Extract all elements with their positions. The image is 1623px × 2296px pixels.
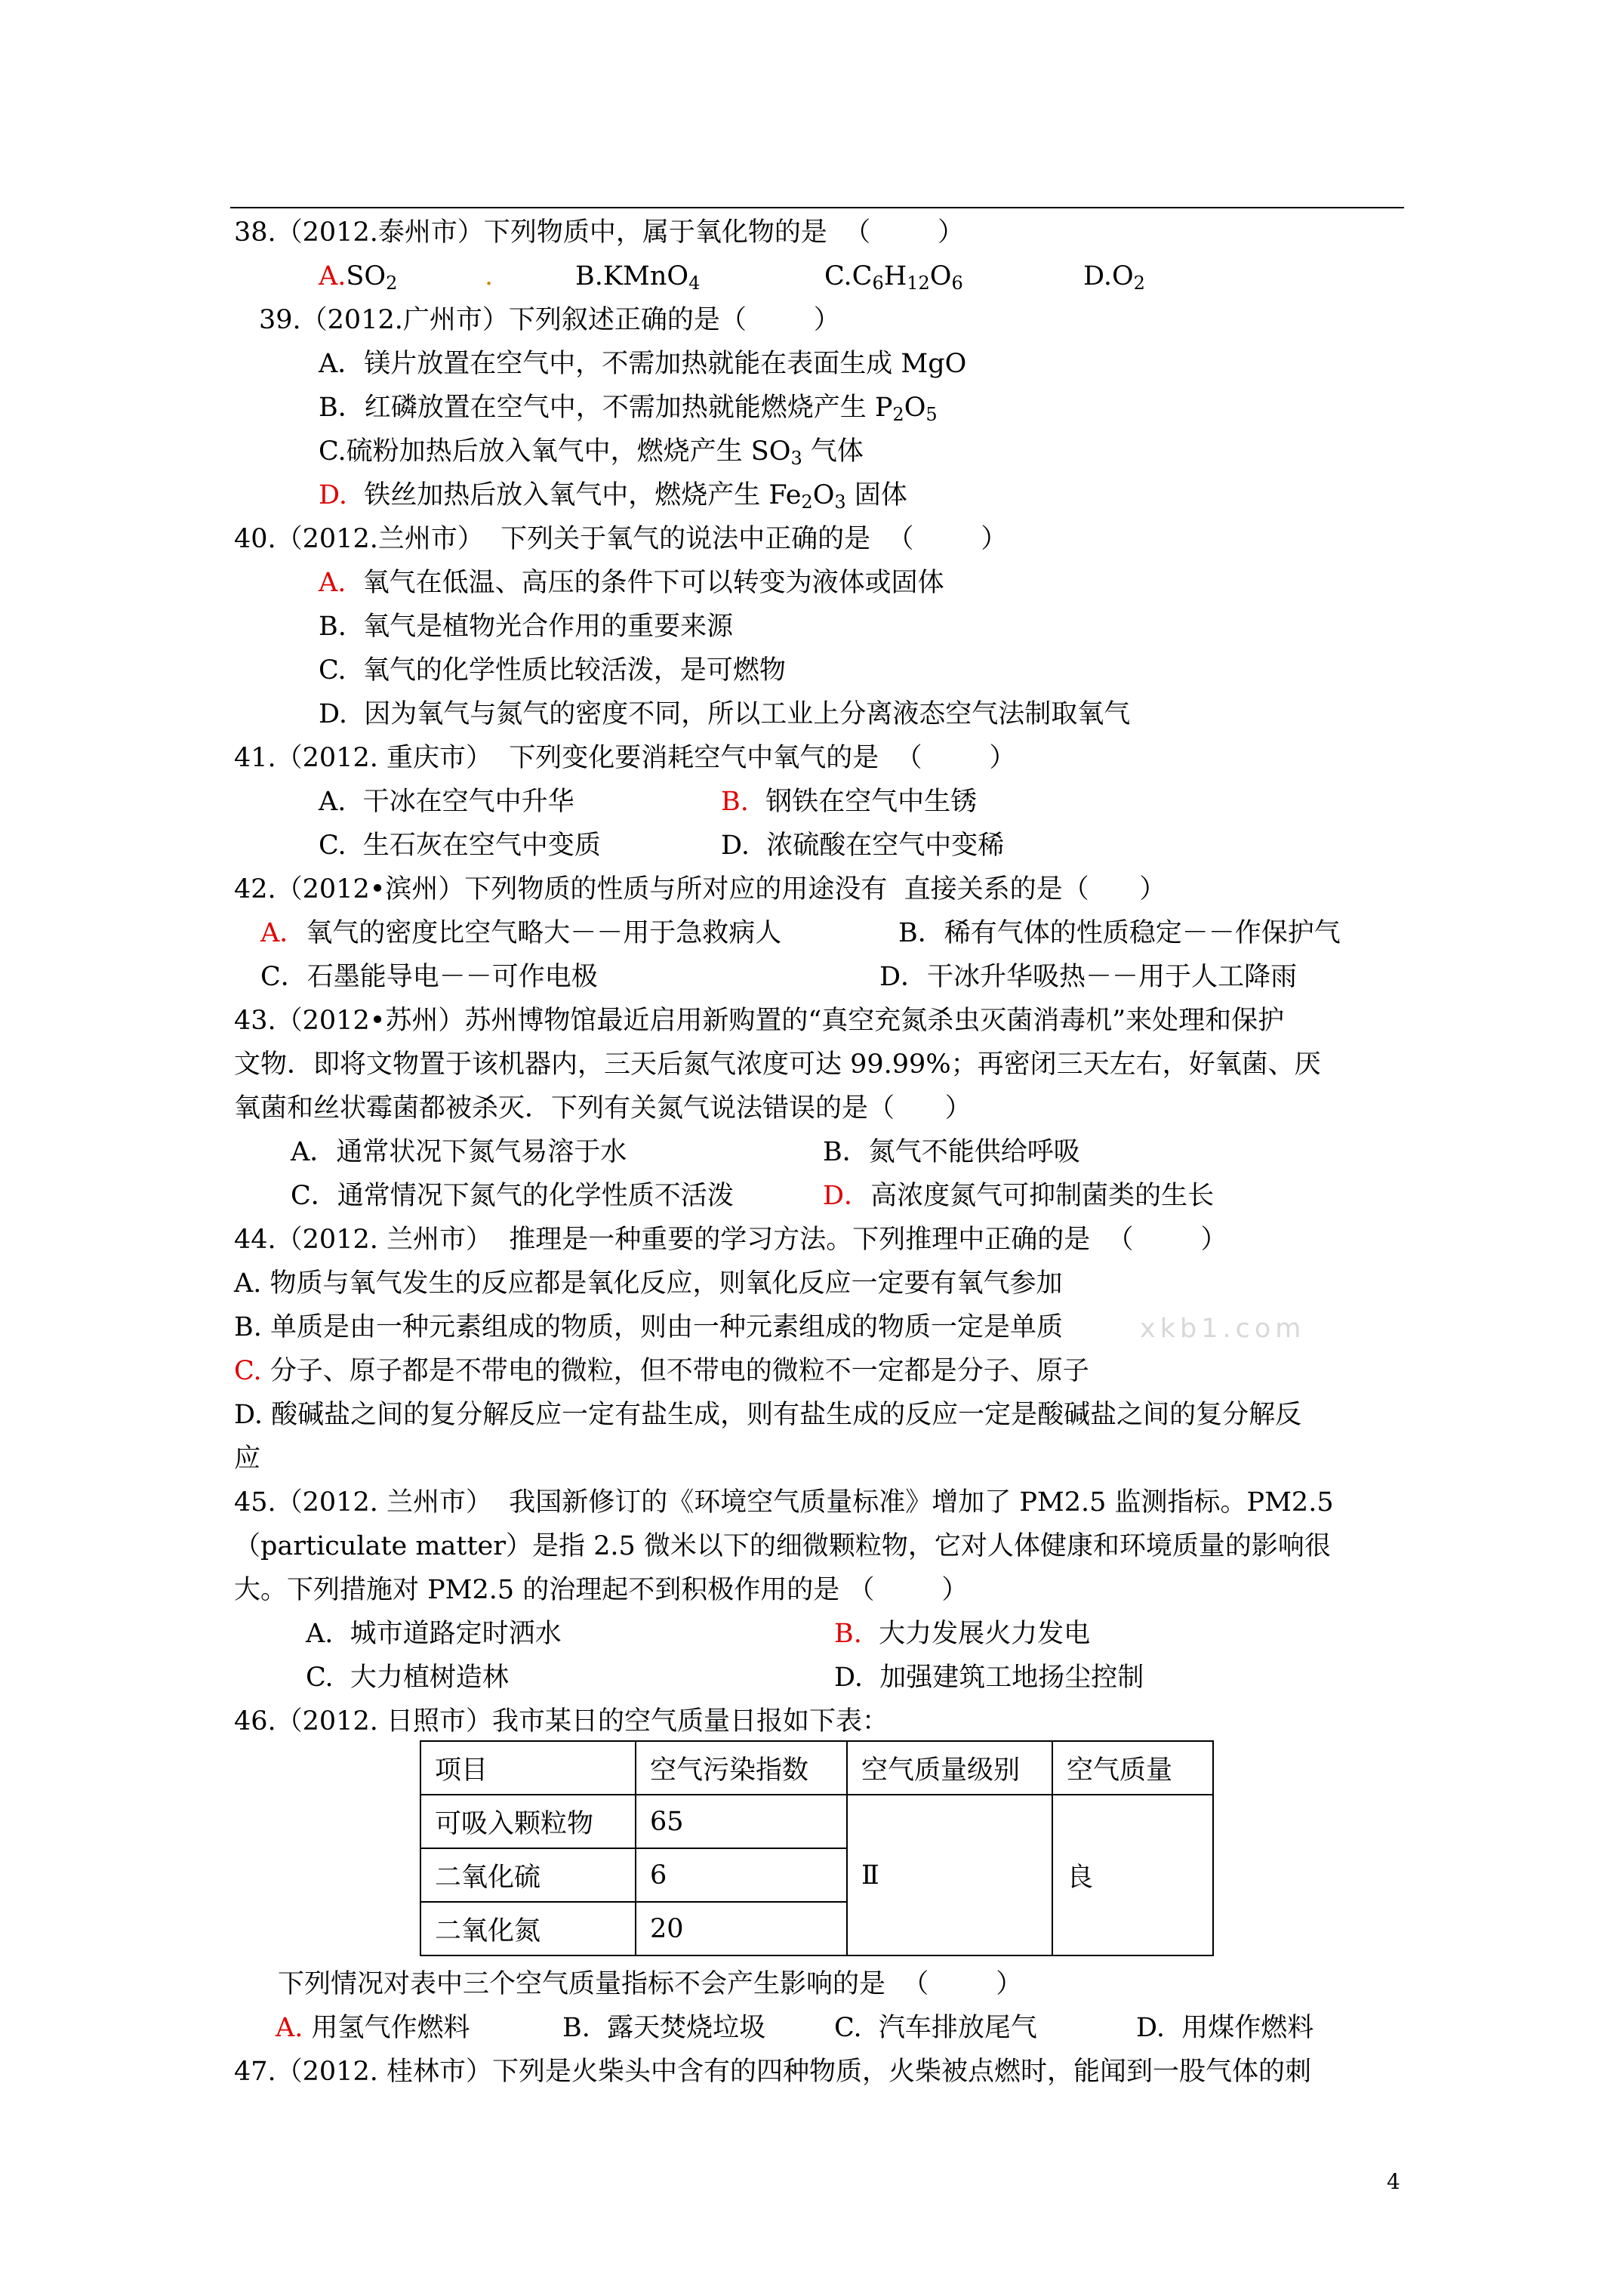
q41-option-b: B. 钢铁在空气中生锈 [721,787,978,817]
air-quality-level: Ⅱ [847,1795,1052,1955]
q46-option-d: D. 用煤作燃料 [1136,2013,1314,2043]
q42-option-a: A．氧气的密度比空气略大－－用于急救病人 [260,918,782,948]
q42-option-c: C．石墨能导电－－可作电极 [260,962,598,992]
q45-stem-line1: 45.（2012. 兰州市） 我国新修订的《环境空气质量标准》增加了 PM2.5 监测指标。PM2.5 [234,1487,1334,1518]
q38-option-b: B.KMnO$_4$ [575,261,701,294]
q44-stem: 44.（2012. 兰州市） 推理是一种重要的学习方法。下列推理中正确的是 （ ） [234,1225,1227,1255]
air-quality-grade: 良 [1052,1795,1213,1955]
q44-option-c: C. 分子、原子都是不带电的微粒，但不带电的微粒不一定都是分子、原子 [234,1356,1089,1386]
q44-option-d: D. 酸碱盐之间的复分解反应一定有盐生成，则有盐生成的反应一定是酸碱盐之间的复分解反 [234,1400,1302,1430]
q45-option-c: C. 大力植树造林 [306,1663,509,1693]
q41-option-d: D. 浓硫酸在空气中变稀 [721,831,1005,861]
q46-stem: 46.（2012. 日照市）我市某日的空气质量日报如下表： [234,1706,888,1737]
q38-option-d: $D.O_2$ [1083,261,1145,294]
table-row [420,1795,1213,1848]
q43-option-d: D．高浓度氮气可抑制菌类的生长 [823,1181,1215,1211]
q42-stem: 42.（2012•滨州）下列物质的性质与所对应的用途没有 直接关系的是（ ） [234,874,1166,905]
q39-stem: 39.（2012.广州市）下列叙述正确的是（ ） [259,305,840,335]
air-quality-table [420,1740,1214,1956]
q44-option-b: B. 单质是由一种元素组成的物质，则由一种元素组成的物质一定是单质 [234,1312,1063,1342]
q39-option-b: B．红磷放置在空气中，不需加热就能燃烧产生 $P_2O_5$ [319,393,938,425]
q45-option-d: D. 加强建筑工地扬尘控制 [834,1663,1144,1693]
q43-option-c: C．通常情况下氮气的化学性质不活泼 [291,1181,734,1211]
table-cell: 二氧化氮 [420,1902,636,1955]
q40-option-b: B. 氧气是植物光合作用的重要来源 [319,612,734,642]
q46-question: 下列情况对表中三个空气质量指标不会产生影响的是 （ ） [278,1969,1023,1999]
q47-stem: 47.（2012. 桂林市）下列是火柴头中含有的四种物质，火柴被点燃时，能闻到一股气体的刺 [234,2057,1311,2087]
q39-option-c: C.硫粉加热后放入氧气中，燃烧产生 $SO_3$ 气体 [319,436,864,469]
q40-stem: 40.（2012.兰州市） 下列关于氧气的说法中正确的是 （ ） [234,524,1008,554]
table-header: 项目 [420,1741,636,1795]
q44-option-a: A. 物质与氧气发生的反应都是氧化反应，则氧化反应一定要有氧气参加 [234,1268,1063,1299]
q39-option-a: A．镁片放置在空气中，不需加热就能在表面生成 MgO [319,349,967,379]
q38-option-a: $A.SO_2$ [319,261,398,294]
table-cell: 6 [636,1848,847,1902]
q46-option-c: C. 汽车排放尾气 [834,2013,1037,2043]
q44-option-d-cont: 应 [234,1444,261,1474]
q46-option-a: A. 用氢气作燃料 [276,2013,470,2043]
q41-option-c: C. 生石灰在空气中变质 [319,831,601,861]
table-cell: 二氧化硫 [420,1848,636,1902]
table-cell: 可吸入颗粒物 [420,1795,636,1848]
watermark-text: xkb1.com [1140,1314,1306,1344]
q43-option-b: B．氮气不能供给呼吸 [823,1137,1080,1167]
q42-option-d: D．干冰升华吸热－－用于人工降雨 [879,962,1298,992]
q43-option-a: A．通常状况下氮气易溶于水 [291,1137,627,1167]
q45-option-a: A. 城市道路定时洒水 [306,1619,562,1649]
q40-option-a: A. 氧气在低温、高压的条件下可以转变为液体或固体 [319,568,944,598]
page-number: 4 [1387,2169,1400,2194]
header-rule [230,207,1404,208]
table-cell: 20 [636,1902,847,1955]
q43-stem-line2: 文物．即将文物置于该机器内，三天后氮气浓度可达 99.99%；再密闭三天左右，好氧菌、厌 [234,1049,1321,1080]
q41-stem: 41.（2012. 重庆市） 下列变化要消耗空气中氧气的是 （ ） [234,743,1016,773]
q41-option-a: A. 干冰在空气中升华 [319,787,574,817]
q40-option-c: C. 氧气的化学性质比较活泼，是可燃物 [319,655,786,686]
table-header: 空气质量 [1052,1741,1213,1795]
q40-option-d: D. 因为氧气与氮气的密度不同，所以工业上分离液态空气法制取氧气 [319,699,1131,729]
q43-stem-line3: 氧菌和丝状霉菌都被杀灭．下列有关氮气说法错误的是（ ） [234,1093,972,1123]
table-header-row [420,1741,1213,1795]
table-cell: 65 [636,1795,847,1848]
q43-stem-line1: 43.（2012•苏州）苏州博物馆最近启用新购置的“真空充氮杀虫灭菌消毒机”来处理和保护 [234,1006,1285,1036]
q46-option-b: B. 露天焚烧垃圾 [562,2013,766,2043]
q45-stem-line3: 大。下列措施对 PM2.5 的治理起不到积极作用的是 （ ） [234,1575,969,1605]
q45-stem-line2: （particulate matter）是指 2.5 微米以下的细微颗粒物，它对人体健康和环境质量的影响很 [234,1531,1331,1561]
q45-option-b: B. 大力发展火力发电 [834,1619,1091,1649]
q38-option-c: $C.C_6H_{12}O_6$ [824,261,963,294]
q38-stem: 38.（2012.泰州市）下列物质中，属于氧化物的是 （ ） [234,217,965,248]
q42-option-b: B．稀有气体的性质稳定－－作保护气 [898,918,1341,948]
q38-dot: . [485,261,494,291]
table-header: 空气污染指数 [636,1741,847,1795]
q39-option-d: D. 铁丝加热后放入氧气中，燃烧产生 $Fe_2O_3$ 固体 [319,480,907,513]
table-header: 空气质量级别 [847,1741,1052,1795]
